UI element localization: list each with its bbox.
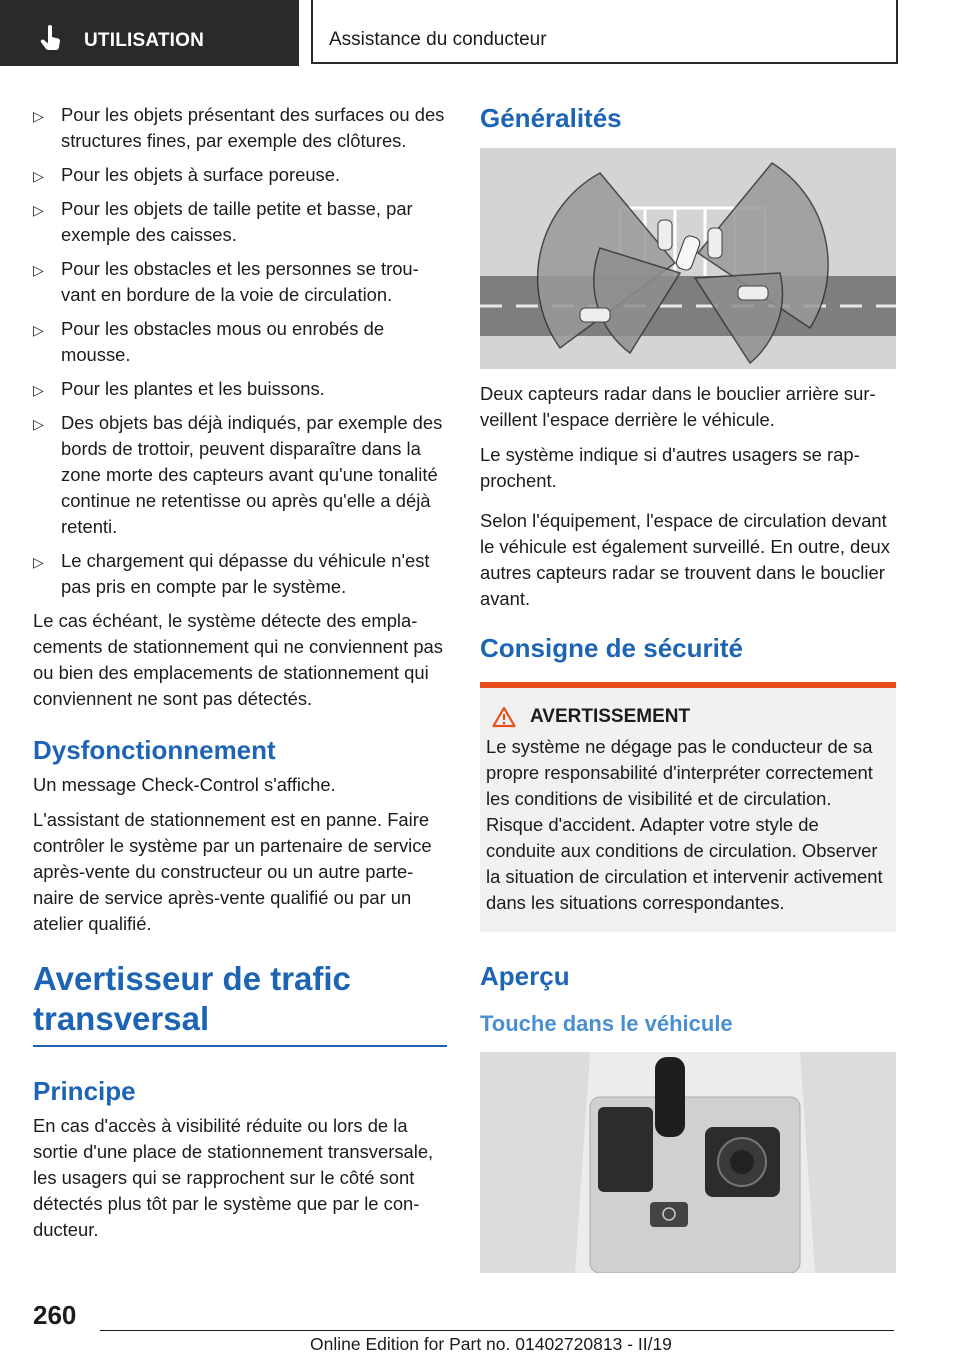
page-header	[0, 0, 960, 66]
paragraph: Le cas échéant, le système détecte des emplacements de stationnement qui ne conviennent pas ou bien des emplacements de stationnement qui conviennent ne sont pas détectés.	[33, 610, 443, 709]
paragraph: Un message Check-Control s'affiche.	[33, 774, 336, 795]
paragraph: En cas d'accès à visibilité réduite ou lors de la sortie d'une place de stationnement transversale, les usagers qui se rapprochent sur le côté sont détectés plus tôt par le système que par le conducteur.	[33, 1115, 434, 1240]
page-number: 260	[33, 1300, 77, 1330]
triangle-bullet-icon: ▷	[33, 202, 44, 218]
paragraph: Le système indique si d'autres usagers se rapprochent.	[480, 444, 860, 491]
warning-box	[480, 682, 896, 932]
triangle-bullet-icon: ▷	[33, 322, 44, 338]
triangle-bullet-icon: ▷	[33, 382, 44, 398]
heading-generalites: Généralités	[480, 103, 622, 133]
paragraph: Selon l'équipement, l'espace de circulation devant le véhicule est également surveillé. En outre, deux autres capteurs radar se trouvent dans le bouclier avant.	[480, 510, 890, 609]
heading-touche: Touche dans le véhicule	[480, 1011, 733, 1036]
radar-coverage-illustration	[480, 148, 896, 369]
heading-dysfonctionnement: Dysfonctionnement	[33, 735, 276, 765]
chapter-heading: Avertisseur de trafic transversal	[33, 960, 351, 1037]
list-item: ▷ Pour les objets à surface poreuse.	[33, 162, 447, 188]
warning-title-row	[486, 706, 888, 728]
heading-consigne: Consigne de sécurité	[480, 633, 743, 663]
paragraph: Deux capteurs radar dans le bouclier arrière surveillent l'espace derrière le véhicule.	[480, 383, 876, 430]
heading-principe: Principe	[33, 1076, 136, 1106]
warning-triangle-icon	[492, 706, 516, 728]
triangle-bullet-icon: ▷	[33, 262, 44, 278]
subsection-title: Assistance du conducteur	[329, 29, 547, 50]
radar-diagram	[480, 148, 896, 369]
left-column	[33, 102, 447, 1252]
list-item: ▷ Pour les objets de taille petite et basse, par exemple des caisses.	[33, 198, 413, 245]
list-item: ▷ Pour les plantes et les buissons.	[33, 376, 447, 402]
triangle-bullet-icon: ▷	[33, 108, 44, 124]
warning-title: AVERTISSEMENT	[530, 706, 691, 727]
list-item: ▷ Pour les obstacles et les personnes se trouvant en bordure de la voie de circulation.	[33, 258, 419, 305]
list-item: ▷ Des objets bas déjà indiqués, par exemple des bords de trottoir, peuvent disparaître dans la zone morte des capteurs avant qu'une tonalité continue ne retentisse ou après qu'elle a déjà retenti.	[33, 412, 443, 537]
paragraph: L'assistant de stationnement est en panne. Faire contrôler le système par un partenaire de service après-vente du constructeur ou un autre partenaire de service après-vente qualifié ou par un atelier qualifié.	[33, 809, 432, 934]
warning-text: Le système ne dégage pas le conducteur de sa propre responsabilité d'interpréter correctement les conditions de visibilité et de circulation. Risque d'accident. Adapter votre style de conduite aux conditions de circulation. Observer la situation de circulation et intervenir activement dans les situations correspondantes.	[486, 736, 883, 913]
triangle-bullet-icon: ▷	[33, 554, 44, 570]
section-title: UTILISATION	[84, 30, 205, 51]
console-illustration	[480, 1052, 896, 1273]
bullet-list	[33, 102, 447, 600]
chapter-heading-wrap	[33, 959, 447, 1047]
triangle-bullet-icon: ▷	[33, 416, 44, 432]
list-item: ▷ Pour les objets présentant des surfaces ou des structures fines, par exemple des clôtures.	[33, 104, 445, 151]
subsection-tab[interactable]	[311, 0, 898, 64]
touch-hand-icon	[40, 25, 62, 51]
triangle-bullet-icon: ▷	[33, 168, 44, 184]
right-column	[480, 102, 896, 1285]
center-console-photo	[480, 1052, 896, 1273]
heading-apercu: Aperçu	[480, 961, 570, 991]
section-tab[interactable]	[0, 0, 299, 66]
list-item: ▷ Le chargement qui dépasse du véhicule n'est pas pris en compte par le système.	[33, 550, 430, 597]
list-item: ▷ Pour les obstacles mous ou enrobés de mousse.	[33, 318, 385, 365]
footer-edition: Online Edition for Part no. 01402720813 - II/19	[310, 1334, 672, 1354]
